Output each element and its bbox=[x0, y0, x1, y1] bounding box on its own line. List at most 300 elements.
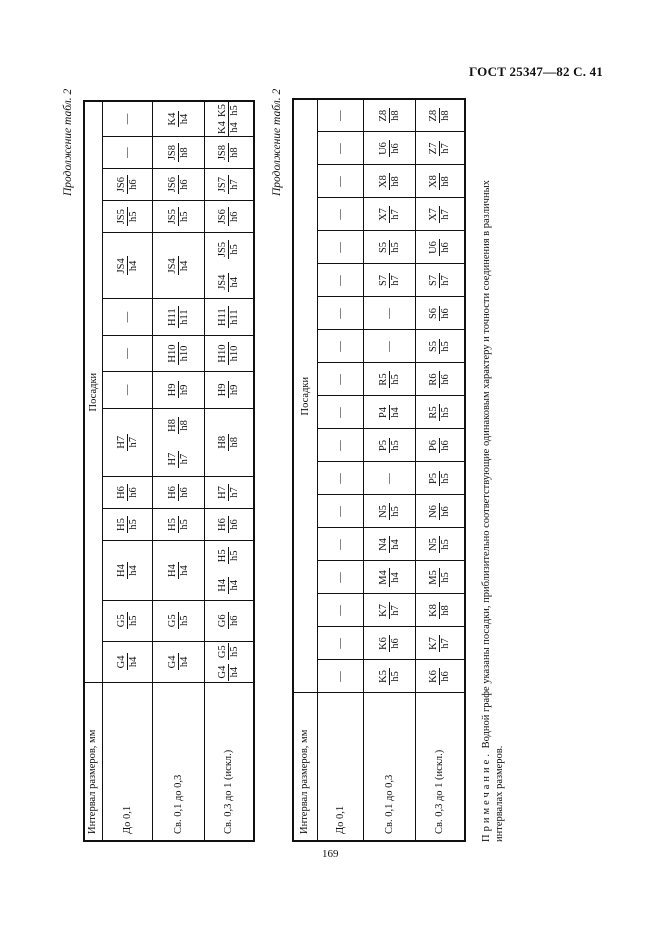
hole-tolerance: H8 bbox=[217, 435, 229, 449]
shaft-tolerance: h5 bbox=[440, 572, 452, 583]
fit-cell bbox=[317, 99, 363, 132]
hole-tolerance: N6 bbox=[428, 505, 440, 518]
shaft-tolerance: h7 bbox=[440, 275, 452, 286]
fit-designation bbox=[428, 306, 451, 321]
hole-tolerance: Z8 bbox=[428, 109, 440, 122]
fit-cell bbox=[102, 408, 152, 476]
shaft-tolerance: h5 bbox=[389, 440, 401, 451]
hole-tolerance: H10 bbox=[217, 344, 229, 363]
shaft-tolerance: h4 bbox=[178, 260, 190, 272]
fit-cell bbox=[317, 495, 363, 528]
fit-cell bbox=[317, 297, 363, 330]
shaft-tolerance: h11 bbox=[178, 309, 190, 325]
hole-tolerance: H8 bbox=[166, 418, 178, 432]
fit-designation bbox=[428, 471, 451, 486]
fit-cell bbox=[363, 363, 415, 396]
hole-tolerance: X8 bbox=[428, 175, 440, 188]
fit-cell bbox=[415, 396, 465, 429]
fit-designation bbox=[116, 562, 139, 579]
fit-cell bbox=[415, 660, 465, 693]
hole-tolerance: G4 bbox=[217, 665, 229, 679]
fits-table-1-grid bbox=[83, 100, 255, 842]
shaft-tolerance: h4 bbox=[178, 113, 190, 125]
shaft-tolerance: h8 bbox=[440, 110, 452, 121]
fit-cell bbox=[363, 462, 415, 495]
hole-tolerance: JS4 bbox=[217, 274, 229, 290]
fit-designation bbox=[217, 484, 240, 501]
fit-cell bbox=[363, 99, 415, 132]
shaft-tolerance: h5 bbox=[229, 105, 241, 116]
shaft-tolerance: h8 bbox=[440, 176, 452, 187]
shaft-tolerance: h6 bbox=[229, 615, 241, 627]
empty-cell-dash: — bbox=[121, 113, 133, 125]
shaft-tolerance: h10 bbox=[178, 345, 190, 362]
fit-designation bbox=[167, 562, 190, 579]
empty-cell-dash: — bbox=[383, 308, 395, 319]
hole-tolerance: H10 bbox=[166, 344, 178, 363]
fit-cell bbox=[102, 201, 152, 233]
fit-cell bbox=[204, 476, 254, 508]
hole-tolerance: H5 bbox=[115, 518, 127, 531]
fit-cell bbox=[415, 528, 465, 561]
continuation-label-2: Продолжение табл. 2 bbox=[271, 88, 283, 196]
note-line-1: Водной графе указаны посадки, приблизительно соответствующие одинаковым характеру и точности соединения в различных bbox=[481, 180, 492, 749]
hole-tolerance: JS5 bbox=[217, 241, 229, 258]
fit-cell bbox=[363, 429, 415, 462]
size-interval-label: Св. 0,3 до 1 (искл.) bbox=[204, 683, 254, 841]
hole-tolerance: M4 bbox=[377, 570, 389, 585]
fit-designation bbox=[217, 547, 240, 564]
fit-cell bbox=[204, 169, 254, 201]
fit-cell bbox=[415, 330, 465, 363]
empty-cell-dash: — bbox=[334, 473, 346, 484]
fit-designation bbox=[167, 306, 190, 328]
fit-designation bbox=[116, 612, 139, 629]
page-number: 169 bbox=[322, 848, 339, 860]
shaft-tolerance: h8 bbox=[389, 176, 401, 187]
fit-designation bbox=[116, 256, 139, 275]
note-line-2: интервалах размеров. bbox=[494, 745, 505, 842]
fits-header: Посадки bbox=[293, 99, 317, 693]
fit-cell bbox=[415, 429, 465, 462]
fit-cell bbox=[363, 330, 415, 363]
fit-designation bbox=[428, 668, 451, 685]
table-row bbox=[102, 101, 152, 841]
hole-tolerance: N5 bbox=[428, 538, 440, 551]
fit-designation bbox=[217, 516, 240, 533]
fit-designation bbox=[378, 405, 401, 420]
fit-designation bbox=[428, 239, 451, 256]
empty-cell-dash: — bbox=[121, 384, 133, 396]
shaft-tolerance: h9 bbox=[229, 384, 241, 396]
fit-cell bbox=[317, 627, 363, 660]
fit-cell bbox=[363, 198, 415, 231]
shaft-tolerance: h8 bbox=[389, 110, 401, 121]
empty-cell-dash: — bbox=[334, 638, 346, 649]
fit-cell bbox=[317, 264, 363, 297]
fit-cell bbox=[152, 600, 204, 641]
shaft-tolerance: h6 bbox=[440, 242, 452, 253]
fit-designation bbox=[167, 612, 190, 629]
shaft-tolerance: h6 bbox=[440, 440, 452, 451]
shaft-tolerance: h7 bbox=[440, 143, 452, 154]
table-row bbox=[415, 99, 465, 841]
hole-tolerance: K8 bbox=[428, 604, 440, 617]
shaft-tolerance: h4 bbox=[389, 539, 401, 550]
shaft-tolerance: h4 bbox=[389, 572, 401, 583]
size-interval-label: До 0,1 bbox=[317, 693, 363, 841]
shaft-tolerance: h7 bbox=[229, 487, 241, 498]
fit-cell bbox=[317, 528, 363, 561]
fit-cell bbox=[317, 363, 363, 396]
fit-cell bbox=[415, 594, 465, 627]
fit-designation bbox=[378, 602, 401, 619]
fit-designation bbox=[116, 654, 139, 671]
fit-designation bbox=[378, 668, 401, 685]
shaft-tolerance: h6 bbox=[440, 374, 452, 385]
fit-cell bbox=[152, 201, 204, 233]
hole-tolerance: K6 bbox=[377, 637, 389, 650]
shaft-tolerance: h5 bbox=[178, 615, 190, 627]
fit-cell bbox=[204, 541, 254, 601]
fit-cell bbox=[363, 132, 415, 165]
continuation-label-1: Продолжение табл. 2 bbox=[62, 88, 74, 196]
shaft-tolerance: h5 bbox=[389, 671, 401, 682]
shaft-tolerance: h8 bbox=[440, 605, 452, 616]
shaft-tolerance: h6 bbox=[127, 487, 139, 498]
hole-tolerance: JS6 bbox=[115, 177, 127, 193]
hole-tolerance: JS5 bbox=[166, 209, 178, 225]
shaft-tolerance: h6 bbox=[440, 308, 452, 319]
fit-cell bbox=[152, 169, 204, 201]
empty-cell-dash: — bbox=[334, 275, 346, 286]
fit-designation bbox=[217, 664, 240, 681]
fit-designation bbox=[378, 536, 401, 553]
fit-designation bbox=[428, 173, 451, 190]
hole-tolerance: H9 bbox=[166, 383, 178, 397]
fit-cell bbox=[415, 198, 465, 231]
fit-cell bbox=[415, 363, 465, 396]
shaft-tolerance: h4 bbox=[127, 565, 139, 576]
hole-tolerance: N4 bbox=[377, 538, 389, 551]
hole-tolerance: H9 bbox=[217, 383, 229, 397]
fit-designation bbox=[217, 175, 240, 194]
hole-tolerance: S6 bbox=[428, 307, 440, 320]
shaft-tolerance: h4 bbox=[389, 407, 401, 418]
fit-cell bbox=[102, 169, 152, 201]
fit-designation bbox=[428, 503, 451, 520]
page-header: ГОСТ 25347—82 С. 41 bbox=[469, 64, 603, 79]
fit-cell bbox=[204, 509, 254, 541]
empty-cell-dash: — bbox=[334, 242, 346, 253]
fit-cell bbox=[204, 299, 254, 335]
hole-tolerance: K4 bbox=[217, 121, 229, 134]
shaft-tolerance: h7 bbox=[440, 638, 452, 649]
shaft-tolerance: h5 bbox=[127, 615, 139, 627]
fits-header: Посадки bbox=[84, 101, 102, 683]
fit-designation bbox=[428, 404, 451, 420]
fit-cell bbox=[204, 201, 254, 233]
hole-tolerance: H4 bbox=[115, 564, 127, 577]
fit-cell bbox=[363, 528, 415, 561]
hole-tolerance: Z7 bbox=[428, 142, 440, 155]
size-interval-label: До 0,1 bbox=[102, 683, 152, 841]
fit-cell bbox=[102, 641, 152, 683]
fit-cell bbox=[317, 660, 363, 693]
fit-designation bbox=[167, 256, 190, 275]
fit-designation bbox=[428, 536, 451, 553]
hole-tolerance: G5 bbox=[166, 614, 178, 628]
empty-cell-dash: — bbox=[334, 539, 346, 550]
fit-cell bbox=[363, 660, 415, 693]
fit-designation bbox=[217, 119, 240, 136]
hole-tolerance: H7 bbox=[115, 435, 127, 449]
empty-cell-dash: — bbox=[334, 374, 346, 385]
hole-tolerance: Z8 bbox=[377, 109, 389, 122]
fit-designation bbox=[378, 273, 401, 288]
fit-designation bbox=[378, 240, 401, 255]
shaft-tolerance: h7 bbox=[178, 453, 190, 465]
fit-cell bbox=[317, 330, 363, 363]
hole-tolerance: X7 bbox=[377, 208, 389, 221]
interval-header: Интервал размеров, мм bbox=[293, 693, 317, 841]
shaft-tolerance: h6 bbox=[178, 487, 190, 498]
shaft-tolerance: h4 bbox=[229, 666, 241, 678]
fit-designation bbox=[428, 108, 451, 124]
table-row bbox=[204, 101, 254, 841]
empty-cell-dash: — bbox=[334, 605, 346, 616]
fit-cell bbox=[317, 132, 363, 165]
fit-cell bbox=[152, 408, 204, 476]
hole-tolerance: R5 bbox=[377, 373, 389, 386]
shaft-tolerance: h6 bbox=[389, 143, 401, 154]
shaft-tolerance: h4 bbox=[229, 276, 241, 288]
fit-designation bbox=[116, 516, 139, 533]
hole-tolerance: G4 bbox=[166, 655, 178, 669]
fit-designation bbox=[167, 654, 190, 671]
hole-tolerance: X7 bbox=[428, 208, 440, 221]
hole-tolerance: H4 bbox=[217, 578, 229, 592]
fit-cell bbox=[317, 198, 363, 231]
fit-cell bbox=[204, 641, 254, 683]
empty-cell-dash: — bbox=[334, 506, 346, 517]
fit-cell bbox=[415, 297, 465, 330]
fit-designation bbox=[378, 438, 401, 453]
empty-cell-dash: — bbox=[334, 572, 346, 583]
fit-cell bbox=[152, 335, 204, 371]
fit-cell bbox=[363, 231, 415, 264]
fit-cell bbox=[317, 231, 363, 264]
fit-cell bbox=[102, 335, 152, 371]
empty-cell-dash: — bbox=[121, 147, 133, 158]
shaft-tolerance: h5 bbox=[127, 519, 139, 530]
size-interval-label: Св. 0,3 до 1 (искл.) bbox=[415, 693, 465, 841]
shaft-tolerance: h4 bbox=[127, 656, 139, 668]
fit-designation bbox=[217, 434, 240, 451]
hole-tolerance: P5 bbox=[377, 439, 389, 452]
fit-designation bbox=[167, 207, 190, 226]
empty-cell-dash: — bbox=[334, 407, 346, 418]
shaft-tolerance: h6 bbox=[440, 671, 452, 682]
shaft-tolerance: h5 bbox=[178, 519, 190, 530]
shaft-tolerance: h7 bbox=[127, 437, 139, 448]
hole-tolerance: H4 bbox=[166, 564, 178, 577]
shaft-tolerance: h4 bbox=[178, 565, 190, 576]
hole-tolerance: H5 bbox=[166, 518, 178, 531]
shaft-tolerance: h5 bbox=[178, 211, 190, 222]
size-interval-label: Св. 0,1 до 0,3 bbox=[363, 693, 415, 841]
fits-table-2 bbox=[292, 98, 466, 842]
shaft-tolerance: h8 bbox=[178, 420, 190, 431]
fit-cell bbox=[204, 233, 254, 299]
fit-cell bbox=[102, 101, 152, 137]
hole-tolerance: U6 bbox=[428, 241, 440, 254]
fit-designation bbox=[167, 451, 190, 468]
fit-cell bbox=[204, 408, 254, 476]
fit-designation bbox=[428, 273, 451, 288]
fit-cell bbox=[102, 372, 152, 408]
shaft-tolerance: h5 bbox=[229, 550, 241, 562]
shaft-tolerance: h5 bbox=[127, 211, 139, 222]
table-note bbox=[480, 180, 506, 842]
fit-cell bbox=[152, 372, 204, 408]
fit-cell bbox=[415, 165, 465, 198]
fit-designation bbox=[116, 207, 139, 226]
fit-cell bbox=[415, 495, 465, 528]
fit-designation bbox=[167, 516, 190, 533]
fit-cell bbox=[415, 231, 465, 264]
hole-tolerance: K6 bbox=[428, 670, 440, 683]
interval-header: Интервал размеров, мм bbox=[84, 683, 102, 841]
hole-tolerance: P6 bbox=[428, 439, 440, 452]
fit-designation bbox=[428, 141, 451, 157]
fit-cell bbox=[415, 462, 465, 495]
empty-cell-dash: — bbox=[334, 209, 346, 220]
note-label: Примечание. bbox=[481, 751, 492, 842]
fit-designation bbox=[428, 602, 451, 619]
fit-cell bbox=[363, 627, 415, 660]
hole-tolerance: S7 bbox=[428, 274, 440, 287]
fits-table-1 bbox=[83, 100, 255, 842]
fit-designation bbox=[428, 339, 451, 354]
shaft-tolerance: h6 bbox=[440, 506, 452, 517]
fit-cell bbox=[317, 396, 363, 429]
fit-designation bbox=[116, 175, 139, 194]
shaft-tolerance: h8 bbox=[229, 147, 241, 158]
shaft-tolerance: h4 bbox=[229, 579, 241, 591]
shaft-tolerance: h8 bbox=[178, 147, 190, 158]
hole-tolerance: H6 bbox=[217, 518, 229, 531]
fit-cell bbox=[204, 101, 254, 137]
fit-designation bbox=[378, 140, 401, 157]
fit-cell bbox=[152, 101, 204, 137]
shaft-tolerance: h11 bbox=[229, 309, 241, 325]
hole-tolerance: JS4 bbox=[115, 258, 127, 274]
fit-designation bbox=[167, 111, 190, 128]
fit-designation bbox=[217, 381, 240, 398]
fit-designation bbox=[167, 381, 190, 398]
hole-tolerance: K4 bbox=[166, 112, 178, 126]
hole-tolerance: G6 bbox=[217, 614, 229, 628]
shaft-tolerance: h7 bbox=[389, 275, 401, 286]
fit-cell bbox=[152, 509, 204, 541]
fit-cell bbox=[102, 509, 152, 541]
shaft-tolerance: h7 bbox=[229, 179, 241, 190]
fit-designation bbox=[217, 102, 240, 119]
fit-cell bbox=[317, 594, 363, 627]
fit-designation bbox=[217, 643, 240, 660]
fit-cell bbox=[363, 495, 415, 528]
fit-designation bbox=[217, 342, 240, 364]
shaft-tolerance: h7 bbox=[389, 209, 401, 220]
hole-tolerance: S7 bbox=[377, 274, 389, 287]
shaft-tolerance: h4 bbox=[229, 122, 241, 133]
fit-cell bbox=[152, 233, 204, 299]
hole-tolerance: JS5 bbox=[115, 209, 127, 225]
fit-cell bbox=[152, 137, 204, 169]
hole-tolerance: M5 bbox=[428, 570, 440, 585]
fit-designation bbox=[167, 143, 190, 162]
hole-tolerance: X8 bbox=[377, 175, 389, 188]
shaft-tolerance: h7 bbox=[440, 209, 452, 220]
shaft-tolerance: h5 bbox=[229, 646, 241, 657]
shaft-tolerance: h5 bbox=[440, 473, 452, 484]
fit-cell bbox=[152, 641, 204, 683]
hole-tolerance: N5 bbox=[377, 505, 389, 518]
fit-cell bbox=[415, 561, 465, 594]
hole-tolerance: K5 bbox=[377, 670, 389, 683]
fit-cell bbox=[102, 137, 152, 169]
hole-tolerance: K7 bbox=[428, 637, 440, 650]
fit-cell bbox=[415, 627, 465, 660]
hole-tolerance: P5 bbox=[428, 472, 440, 485]
hole-tolerance: P4 bbox=[377, 406, 389, 419]
empty-cell-dash: — bbox=[334, 308, 346, 319]
fits-table-2-grid bbox=[292, 98, 466, 842]
empty-cell-dash: — bbox=[334, 176, 346, 187]
shaft-tolerance: h6 bbox=[127, 179, 139, 190]
fit-designation bbox=[217, 240, 240, 259]
fit-designation bbox=[378, 173, 401, 190]
fit-designation bbox=[217, 612, 240, 629]
fit-designation bbox=[217, 273, 240, 292]
shaft-tolerance: h5 bbox=[389, 506, 401, 517]
shaft-tolerance: h6 bbox=[389, 638, 401, 649]
fit-designation bbox=[217, 306, 240, 328]
empty-cell-dash: — bbox=[334, 440, 346, 451]
fit-cell bbox=[204, 137, 254, 169]
shaft-tolerance: h6 bbox=[229, 519, 241, 530]
shaft-tolerance: h5 bbox=[440, 341, 452, 352]
fit-cell bbox=[317, 462, 363, 495]
fit-designation bbox=[116, 484, 139, 501]
hole-tolerance: JS8 bbox=[217, 144, 229, 161]
fit-cell bbox=[317, 165, 363, 198]
empty-cell-dash: — bbox=[334, 143, 346, 154]
fit-cell bbox=[102, 233, 152, 299]
shaft-tolerance: h5 bbox=[389, 242, 401, 253]
hole-tolerance: S5 bbox=[428, 340, 440, 353]
shaft-tolerance: h4 bbox=[178, 656, 190, 668]
fit-designation bbox=[428, 371, 451, 387]
hole-tolerance: G4 bbox=[115, 655, 127, 669]
fit-designation bbox=[116, 434, 139, 451]
empty-cell-dash: — bbox=[334, 110, 346, 121]
fit-designation bbox=[167, 417, 190, 434]
table-row bbox=[363, 99, 415, 841]
fit-designation bbox=[378, 503, 401, 520]
fit-cell bbox=[363, 594, 415, 627]
